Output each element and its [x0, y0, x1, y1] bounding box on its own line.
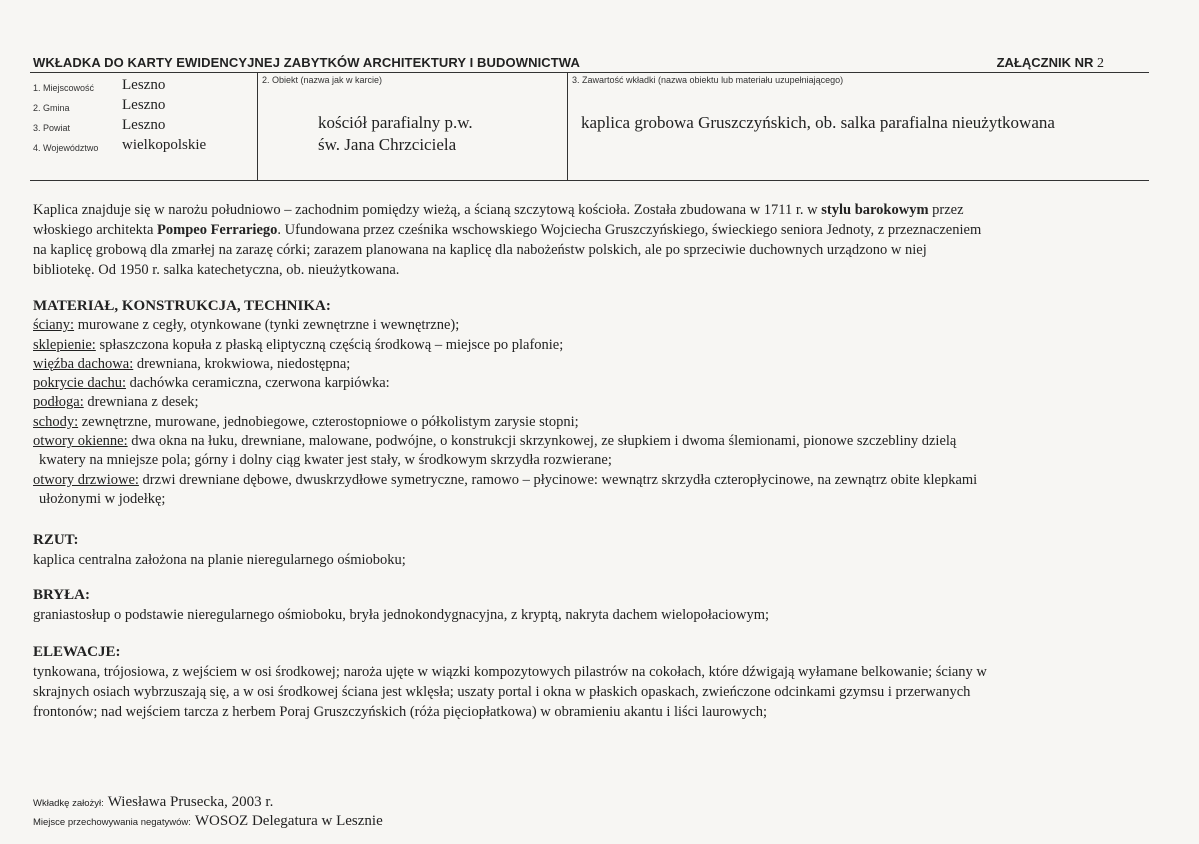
elewacje-section — [33, 642, 1153, 722]
material-item-text: murowane z cegły, otynkowane (tynki zewnętrzne i wewnętrzne); — [74, 317, 460, 334]
rzut-text: kaplica centralna założona na planie nieregularnego ośmioboku; — [33, 552, 406, 568]
elewacje-heading: ELEWACJE: — [33, 644, 121, 660]
author-value: Wiesława Prusecka, 2003 r. — [107, 794, 274, 810]
storage-label: Miejsce przechowywania negatywów: — [33, 817, 191, 828]
material-item — [33, 432, 1153, 451]
bryla-text: graniastosłup o podstawie nieregularnego ośmioboku, bryła jednokondygnacyjna, z kryptą, nakryta dachem wielopołaciowym; — [33, 607, 770, 623]
intro-text: przez — [928, 202, 964, 218]
intro-architect-bold: Pompeo Ferrariego — [157, 222, 278, 238]
voivodeship-value: wielkopolskie — [122, 137, 207, 153]
intro-text: na kaplicę grobową dla zmarłej na zarazę córki; zarazem planowana na kaplicę dla nabożeństw polskich, ale po sprzeciwie duchownych urządzono w niej — [33, 242, 927, 258]
intro-text: . Ufundowana przez cześnika wschowskiego Wojciecha Gruszczyńskiego, świeckiego seniora Jednoty, z przeznaczeniem — [277, 222, 982, 238]
annex-label — [997, 55, 1104, 72]
intro-text: włoskiego architekta — [33, 222, 158, 238]
storage-row — [33, 812, 383, 830]
material-item-label: pokrycie dachu: — [33, 375, 127, 392]
material-item-label: podłoga: — [33, 394, 84, 411]
bryla-section — [33, 585, 1153, 625]
annex-number: 2 — [1097, 56, 1104, 71]
intro-paragraph — [33, 200, 1153, 280]
material-item-text: spłaszczona kopuła z płaską eliptyczną częścią środkową – miejsce po plafonie; — [95, 336, 564, 353]
material-item-text: dachówka ceramiczna, czerwona karpiówka: — [126, 375, 390, 392]
material-item-text: drzwi drewniane dębowe, dwuskrzydłowe symetryczne, ramowo – płycinowe: wewnątrz skrzydła czteropłycinowe, na zewnątrz obite klepkami — [138, 471, 978, 488]
county-label: 3. Powiat — [33, 123, 71, 133]
material-item-label: otwory okienne: — [33, 433, 128, 450]
material-heading: MATERIAŁ, KONSTRUKCJA, TECHNIKA: — [33, 298, 331, 314]
elewacje-line: skrajnych osiach wybrzuszają się, a w osi środkowej ściana jest wklęsła; uszaty portal i okna w płaskich opaskach, zwieńczone odcinkami gzymsu i przerwanych — [33, 684, 971, 700]
material-item — [33, 355, 1153, 374]
annex-label-text: ZAŁĄCZNIK NR — [996, 55, 1094, 70]
material-item-label: więźba dachowa: — [33, 355, 134, 372]
header-rule — [30, 72, 1149, 73]
material-item — [33, 393, 1153, 412]
county-value: Leszno — [122, 117, 166, 133]
material-item-label: schody: — [33, 413, 79, 430]
material-item — [33, 316, 1153, 335]
commune-label: 2. Gmina — [33, 103, 70, 113]
rzut-heading: RZUT: — [33, 532, 79, 548]
material-item-label: ściany: — [33, 317, 75, 334]
material-item-continuation: ułożonymi w jodełkę; — [39, 490, 166, 507]
object-name-line2: św. Jana Chrzciciela — [318, 135, 457, 154]
material-section — [33, 297, 1153, 509]
material-item — [33, 413, 1153, 432]
content-value: kaplica grobowa Gruszczyńskich, ob. salka parafialna nieużytkowana — [581, 113, 1055, 132]
content-label: 3. Zawartość wkładki (nazwa obiektu lub materiału uzupełniającego) — [572, 75, 844, 85]
voivodeship-label: 4. Województwo — [33, 143, 99, 153]
material-item — [33, 374, 1153, 393]
column-divider-2 — [567, 72, 568, 180]
bryla-heading: BRYŁA: — [33, 587, 90, 603]
material-item-label: sklepienie: — [33, 336, 96, 353]
intro-text: bibliotekę. Od 1950 r. salka katechetyczna, ob. nieużytkowana. — [33, 262, 400, 278]
city-label: 1. Miejscowość — [33, 83, 95, 93]
rzut-section — [33, 530, 1153, 570]
material-item-text: zewnętrzne, murowane, jednobiegowe, czterostopniowe o półkolistym zarysie stopni; — [78, 413, 579, 430]
material-item — [33, 336, 1153, 355]
storage-value: WOSOZ Delegatura w Lesznie — [194, 813, 383, 829]
object-label: 2. Obiekt (nazwa jak w karcie) — [262, 75, 383, 85]
material-item-continuation: kwatery na mniejsze pola; górny i dolny ciąg kwater jest stały, w środkowym skrzydła rozwierane; — [39, 452, 612, 469]
material-item-label: otwory drzwiowe: — [33, 471, 139, 488]
city-value: Leszno — [122, 77, 166, 93]
material-item-text: drewniana z desek; — [83, 394, 199, 411]
table-bottom-rule — [30, 180, 1149, 181]
material-item-text: drewniana, krokwiowa, niedostępna; — [133, 355, 351, 372]
object-name-line1: kościół parafialny p.w. — [318, 113, 473, 132]
author-row — [33, 793, 273, 811]
material-item — [33, 471, 1153, 490]
commune-value: Leszno — [122, 97, 166, 113]
elewacje-line: frontonów; nad wejściem tarcza z herbem Poraj Gruszczyńskich (róża pięciopłatkowa) w obramieniu akantu i liści laurowych; — [33, 704, 767, 720]
intro-text: Kaplica znajduje się w narożu południowo – zachodnim pomiędzy wieżą, a ścianą szczytową kościoła. Została zbudowana w 1711 r. w — [33, 202, 822, 218]
author-label: Wkładkę założył: — [33, 798, 104, 809]
material-item-text: dwa okna na łuku, drewniane, malowane, podwójne, o konstrukcji skrzynkowej, ze słupkiem i dwoma ślemionami, pionowe szczebliny dzielą — [127, 433, 957, 450]
elewacje-line: tynkowana, trójosiowa, z wejściem w osi środkowej; naroża ujęte w wiązki kompozytowych pilastrów na cokołach, które dźwigają wyłamane belkowanie; ściany w — [33, 664, 987, 680]
form-title: WKŁADKA DO KARTY EWIDENCYJNEJ ZABYTKÓW ARCHITEKTURY I BUDOWNICTWA — [33, 55, 580, 70]
column-divider-1 — [257, 72, 258, 180]
intro-style-bold: stylu barokowym — [821, 202, 929, 218]
